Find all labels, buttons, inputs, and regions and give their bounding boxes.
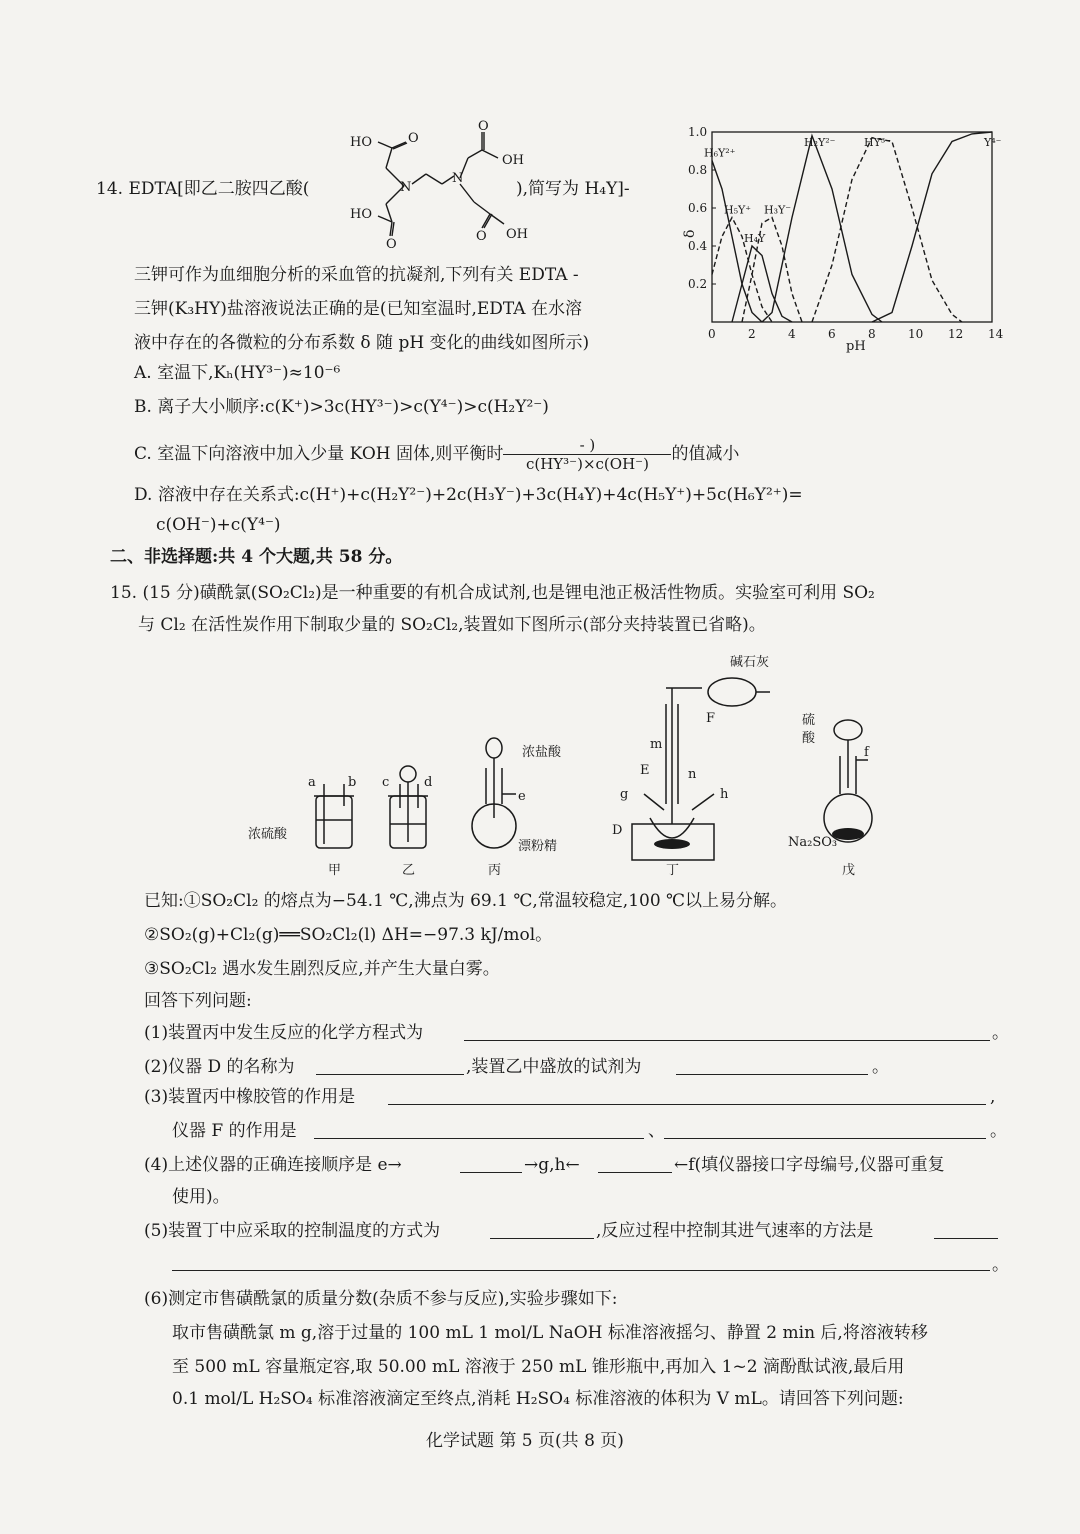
part-5a: (5)装置丁中应采取的控制温度的方式为 (144, 1221, 441, 1241)
period: 。 (992, 1023, 1009, 1043)
part-6-line3: 0.1 mol/L H₂SO₄ 标准溶液滴定至终点,消耗 H₂SO₄ 标准溶液的体积为 V mL。请回答下列问题: (172, 1389, 904, 1409)
chart-x-tick: 12 (948, 327, 964, 341)
struct-n-left: N (400, 180, 412, 195)
answer-prompt: 回答下列问题: (144, 991, 252, 1011)
chart-series-line (872, 132, 992, 322)
q15-line2: 与 Cl₂ 在活性炭作用下制取少量的 SO₂Cl₂,装置如下图所示(部分夹持装置已省略)。 (138, 615, 766, 635)
chart-series-label: H₆Y²⁺ (704, 146, 736, 160)
q14-option-d-line2: c(OH⁻)+c(Y⁴⁻) (156, 515, 281, 535)
chart-series-line (762, 136, 882, 322)
port-e-label: e (518, 789, 526, 804)
comma: , (990, 1087, 996, 1107)
struct-o-2: O (386, 237, 397, 252)
chart-x-tick: 8 (868, 327, 876, 341)
section-2-heading: 二、非选择题:共 4 个大题,共 58 分。 (110, 547, 403, 567)
struct-ho-top: HO (350, 135, 372, 150)
dun-mark: 、 (648, 1121, 665, 1141)
period: 。 (992, 1255, 1009, 1275)
distribution-chart (676, 118, 1006, 358)
q14-line1: 三钾可作为血细胞分析的采血管的抗凝剂,下列有关 EDTA - (134, 265, 579, 285)
chart-series-label: H₃Y⁻ (764, 203, 792, 217)
label-wu: 戊 (842, 863, 856, 878)
chart-x-tick: 6 (828, 327, 836, 341)
struct-o-3: O (478, 119, 489, 134)
q14-prefix: 14. EDTA[即乙二胺四乙酸( (96, 179, 310, 199)
chart-y-tick: 0.2 (688, 277, 708, 291)
chart-x-tick: 4 (788, 327, 796, 341)
q14-line3: 液中存在的各微粒的分布系数 δ 随 pH 变化的曲线如图所示) (134, 333, 590, 353)
struct-oh-top: OH (502, 153, 524, 168)
chart-y-label: δ (682, 229, 698, 238)
chart-y-tick: 0.4 (688, 239, 708, 253)
label-yi: 乙 (402, 863, 416, 878)
q14-option-c: C. 室温下向溶液中加入少量 KOH 固体,则平衡时 $\frac{- )}{\text{c(HY³⁻)×c(OH⁻)}}$ 的值减小 (134, 436, 740, 473)
part-4c: ←f(填仪器接口字母编号,仪器可重复 (674, 1155, 945, 1175)
chart-x-label: pH (846, 339, 866, 354)
struct-o-4: O (476, 229, 487, 244)
label-nongliusuan: 浓硫酸 (248, 827, 288, 842)
chart-series-label: HY³⁻ (864, 136, 892, 149)
chart-series-label: H₄Y (744, 232, 766, 245)
chart-x-tick: 10 (908, 327, 924, 341)
label-jianshihui: 碱石灰 (730, 655, 770, 670)
edta-structure (342, 118, 542, 253)
port-m-label: m (650, 737, 663, 752)
chart-series-line (812, 138, 962, 322)
apparatus-diagram (240, 648, 980, 884)
answer-blank-2a[interactable] (316, 1074, 464, 1075)
part-3a: (3)装置丙中橡胶管的作用是 (144, 1087, 356, 1107)
part-2b: ,装置乙中盛放的试剂为 (466, 1057, 642, 1077)
chart-y-tick: 0.6 (688, 201, 708, 215)
known-2: ②SO₂(g)+Cl₂(g)══SO₂Cl₂(l) ΔH=−97.3 kJ/mol。 (144, 925, 553, 945)
chart-y-tick: 1.0 (688, 125, 708, 139)
label-bing: 丙 (488, 863, 502, 878)
struct-n-right: N (452, 171, 464, 186)
answer-blank-3c[interactable] (664, 1138, 986, 1139)
label-nongyansuan: 浓盐酸 (522, 745, 562, 760)
label-E: E (640, 763, 650, 778)
label-piaofenjing: 漂粉精 (518, 839, 558, 854)
port-a-label: a (308, 775, 316, 790)
answer-blank-5c[interactable] (172, 1270, 990, 1271)
part-3b: 仪器 F 的作用是 (172, 1121, 297, 1141)
part-6-line1: 取市售磺酰氯 m g,溶于过量的 100 mL 1 mol/L NaOH 标准溶液摇匀、静置 2 min 后,将溶液转移 (172, 1323, 928, 1343)
label-liusuan-1: 硫 (802, 713, 816, 728)
port-b-label: b (348, 775, 357, 790)
part-5b: ,反应过程中控制其进气速率的方法是 (596, 1221, 874, 1241)
port-f-label: f (864, 745, 869, 760)
struct-ho-bottom: HO (350, 207, 372, 222)
chart-y-tick: 0.8 (688, 163, 708, 177)
chart-x-tick: 0 (708, 327, 716, 341)
port-c-label: c (382, 775, 390, 790)
label-liusuan-2: 酸 (802, 731, 816, 746)
q14-option-b: B. 离子大小顺序:c(K⁺)>3c(HY³⁻)>c(Y⁴⁻)>c(H₂Y²⁻) (134, 397, 549, 417)
known-1: 已知:①SO₂Cl₂ 的熔点为−54.1 ℃,沸点为 69.1 ℃,常温较稳定,100 ℃以上易分解。 (144, 891, 788, 911)
chart-series-label: H₂Y²⁻ (804, 136, 836, 149)
part-4a: (4)上述仪器的正确连接顺序是 e→ (144, 1155, 402, 1175)
answer-blank-2b[interactable] (676, 1074, 868, 1075)
q14-line2: 三钾(K₃HY)盐溶液说法正确的是(已知室温时,EDTA 在水溶 (134, 299, 582, 319)
answer-blank-5a[interactable] (490, 1238, 594, 1239)
q14-option-d-line1: D. 溶液中存在关系式:c(H⁺)+c(H₂Y²⁻)+2c(H₃Y⁻)+3c(H₄Y)+4c(H₅Y⁺)+5c(H₆Y²⁺)= (134, 485, 803, 505)
port-n-label: n (688, 767, 697, 782)
struct-oh-bottom: OH (506, 227, 528, 242)
q14-suffix: ),简写为 H₄Y]- (516, 179, 630, 199)
chart-series-label: H₅Y⁺ (724, 203, 752, 217)
chart-x-tick: 14 (988, 327, 1004, 341)
label-D: D (612, 823, 623, 838)
known-3: ③SO₂Cl₂ 遇水发生剧烈反应,并产生大量白雾。 (144, 959, 500, 979)
label-jia: 甲 (328, 863, 342, 878)
struct-o-1: O (408, 131, 419, 146)
period: 。 (990, 1121, 1007, 1141)
period: 。 (872, 1057, 889, 1077)
label-ding: 丁 (666, 863, 680, 878)
part-4b: →g,h← (524, 1155, 580, 1175)
page-footer: 化学试题 第 5 页(共 8 页) (426, 1431, 624, 1451)
port-h-label: h (720, 787, 729, 802)
answer-blank-3a[interactable] (388, 1104, 986, 1105)
chart-series-label: Y⁴⁻ (984, 136, 1002, 149)
port-g-label: g (620, 787, 629, 802)
answer-blank-1[interactable] (464, 1040, 990, 1041)
part-2a: (2)仪器 D 的名称为 (144, 1057, 295, 1077)
part-1: (1)装置丙中发生反应的化学方程式为 (144, 1023, 424, 1043)
label-na2so3: Na₂SO₃ (788, 835, 838, 850)
part-6: (6)测定市售磺酰氯的质量分数(杂质不参与反应),实验步骤如下: (144, 1289, 618, 1309)
q14-option-a: A. 室温下,Kₕ(HY³⁻)≈10⁻⁶ (134, 363, 341, 383)
answer-blank-5b[interactable] (934, 1238, 998, 1239)
answer-blank-4a[interactable] (460, 1172, 522, 1173)
q15-line1: 15. (15 分)磺酰氯(SO₂Cl₂)是一种重要的有机合成试剂,也是锂电池正极活性物质。实验室可利用 SO₂ (110, 583, 875, 603)
label-F: F (706, 711, 716, 726)
part-6-line2: 至 500 mL 容量瓶定容,取 50.00 mL 溶液于 250 mL 锥形瓶中,再加入 1~2 滴酚酞试液,最后用 (172, 1357, 905, 1377)
answer-blank-3b[interactable] (314, 1138, 644, 1139)
part-4d: 使用)。 (172, 1187, 230, 1207)
chart-x-tick: 2 (748, 327, 756, 341)
port-d-label: d (424, 775, 433, 790)
answer-blank-4b[interactable] (598, 1172, 672, 1173)
